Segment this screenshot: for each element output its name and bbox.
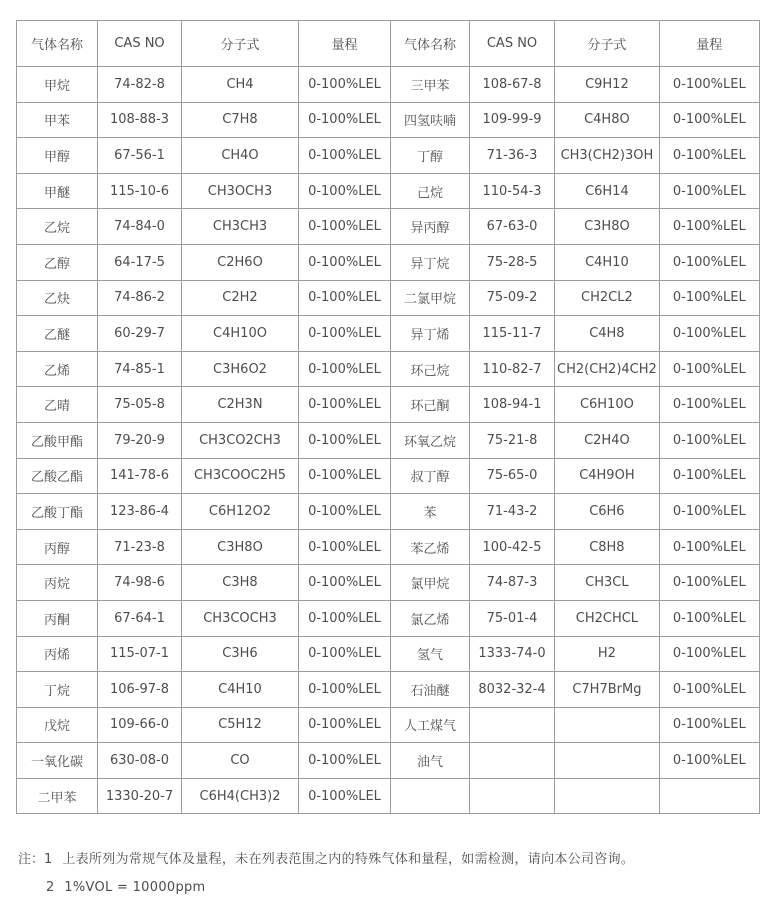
table-cell: 0-100%LEL bbox=[299, 244, 391, 280]
table-cell: C7H7BrMg bbox=[555, 672, 660, 708]
table-cell: 74-86-2 bbox=[98, 280, 182, 316]
table-cell: C2H6O bbox=[182, 244, 299, 280]
table-row bbox=[17, 458, 760, 494]
table-cell: 丁烷 bbox=[17, 672, 98, 708]
table-cell: 75-21-8 bbox=[470, 422, 555, 458]
table-row bbox=[17, 422, 760, 458]
table-cell: C4H10 bbox=[555, 244, 660, 280]
table-cell: 0-100%LEL bbox=[659, 672, 759, 708]
table-cell: 71-36-3 bbox=[470, 138, 555, 174]
table-cell: 64-17-5 bbox=[98, 244, 182, 280]
table-cell: 人工煤气 bbox=[391, 707, 470, 743]
table-row bbox=[17, 743, 760, 779]
table-cell: 乙炔 bbox=[17, 280, 98, 316]
table-cell: C3H8 bbox=[182, 565, 299, 601]
table-cell: 0-100%LEL bbox=[299, 209, 391, 245]
table-cell: 三甲苯 bbox=[391, 67, 470, 103]
table-cell: C5H12 bbox=[182, 707, 299, 743]
table-cell: 环己烷 bbox=[391, 351, 470, 387]
table-cell: 丙醇 bbox=[17, 529, 98, 565]
table-cell: 氯乙烯 bbox=[391, 600, 470, 636]
table-cell: 乙酸丁酯 bbox=[17, 494, 98, 530]
table-row bbox=[17, 351, 760, 387]
table-cell: 0-100%LEL bbox=[659, 565, 759, 601]
table-cell: 异丁烯 bbox=[391, 316, 470, 352]
table-row bbox=[17, 565, 760, 601]
gas-table bbox=[16, 20, 760, 814]
table-cell: H2 bbox=[555, 636, 660, 672]
table-cell: 苯 bbox=[391, 494, 470, 530]
table-cell: 二甲苯 bbox=[17, 778, 98, 814]
table-cell: 0-100%LEL bbox=[299, 173, 391, 209]
table-cell: 0-100%LEL bbox=[299, 316, 391, 352]
table-cell: 氢气 bbox=[391, 636, 470, 672]
table-header-row bbox=[17, 21, 760, 67]
table-cell: 630-08-0 bbox=[98, 743, 182, 779]
table-cell: 109-99-9 bbox=[470, 102, 555, 138]
table-cell: C2H3N bbox=[182, 387, 299, 423]
table-cell: 0-100%LEL bbox=[659, 707, 759, 743]
table-cell: 0-100%LEL bbox=[299, 422, 391, 458]
table-cell: 0-100%LEL bbox=[299, 672, 391, 708]
table-cell: 戊烷 bbox=[17, 707, 98, 743]
table-cell: 0-100%LEL bbox=[299, 280, 391, 316]
table-cell: 60-29-7 bbox=[98, 316, 182, 352]
table-cell: 71-23-8 bbox=[98, 529, 182, 565]
table-row bbox=[17, 209, 760, 245]
table-cell: 0-100%LEL bbox=[299, 351, 391, 387]
table-cell: 0-100%LEL bbox=[299, 743, 391, 779]
table-cell: 0-100%LEL bbox=[659, 138, 759, 174]
table-cell: 四氢呋喃 bbox=[391, 102, 470, 138]
table-cell: 甲醇 bbox=[17, 138, 98, 174]
table-cell: 71-43-2 bbox=[470, 494, 555, 530]
table-cell: 氯甲烷 bbox=[391, 565, 470, 601]
table-cell: C4H10O bbox=[182, 316, 299, 352]
column-header-range-right: 量程 bbox=[659, 21, 759, 67]
table-cell: C6H12O2 bbox=[182, 494, 299, 530]
table-cell: 100-42-5 bbox=[470, 529, 555, 565]
note-2-text: 1%VOL = 10000ppm bbox=[64, 880, 206, 895]
table-cell: 己烷 bbox=[391, 173, 470, 209]
column-header-formula-right: 分子式 bbox=[555, 21, 660, 67]
table-cell: 叔丁醇 bbox=[391, 458, 470, 494]
table-row bbox=[17, 529, 760, 565]
table-cell: 丁醇 bbox=[391, 138, 470, 174]
table-cell: 8032-32-4 bbox=[470, 672, 555, 708]
table-cell: 75-05-8 bbox=[98, 387, 182, 423]
table-cell: 1330-20-7 bbox=[98, 778, 182, 814]
table-row bbox=[17, 707, 760, 743]
column-header-formula-left: 分子式 bbox=[182, 21, 299, 67]
table-cell: C4H10 bbox=[182, 672, 299, 708]
table-cell: 0-100%LEL bbox=[659, 529, 759, 565]
table-row bbox=[17, 173, 760, 209]
table-cell: 0-100%LEL bbox=[659, 743, 759, 779]
table-cell: 0-100%LEL bbox=[659, 351, 759, 387]
table-cell: 74-85-1 bbox=[98, 351, 182, 387]
table-cell: C3H8O bbox=[182, 529, 299, 565]
table-cell: 甲烷 bbox=[17, 67, 98, 103]
note-2-label: 2 bbox=[46, 880, 55, 895]
table-cell: 79-20-9 bbox=[98, 422, 182, 458]
table-cell: 丙烯 bbox=[17, 636, 98, 672]
table-cell: 0-100%LEL bbox=[659, 636, 759, 672]
table-cell: C6H4(CH3)2 bbox=[182, 778, 299, 814]
table-cell: C3H8O bbox=[555, 209, 660, 245]
table-cell: 75-01-4 bbox=[470, 600, 555, 636]
table-cell: C2H2 bbox=[182, 280, 299, 316]
table-cell: 丙酮 bbox=[17, 600, 98, 636]
table-cell: 丙烷 bbox=[17, 565, 98, 601]
table-cell: CH2(CH2)4CH2 bbox=[555, 351, 660, 387]
table-row bbox=[17, 280, 760, 316]
table-cell: 0-100%LEL bbox=[299, 600, 391, 636]
table-cell: 0-100%LEL bbox=[299, 636, 391, 672]
note-line-1 bbox=[18, 848, 634, 867]
table-cell: 0-100%LEL bbox=[659, 173, 759, 209]
table-cell: C4H9OH bbox=[555, 458, 660, 494]
table-cell: 0-100%LEL bbox=[299, 565, 391, 601]
table-cell: C4H8 bbox=[555, 316, 660, 352]
table-cell: 67-56-1 bbox=[98, 138, 182, 174]
table-cell: 106-97-8 bbox=[98, 672, 182, 708]
note-line-2 bbox=[18, 880, 634, 895]
table-row bbox=[17, 102, 760, 138]
table-cell: 110-54-3 bbox=[470, 173, 555, 209]
table-cell: 108-88-3 bbox=[98, 102, 182, 138]
table-cell: 油气 bbox=[391, 743, 470, 779]
table-cell: 109-66-0 bbox=[98, 707, 182, 743]
table-row bbox=[17, 600, 760, 636]
column-header-cas-no-right: CAS NO bbox=[470, 21, 555, 67]
table-cell: 0-100%LEL bbox=[659, 387, 759, 423]
table-row bbox=[17, 636, 760, 672]
table-cell: 115-07-1 bbox=[98, 636, 182, 672]
table-cell: 0-100%LEL bbox=[659, 458, 759, 494]
table-cell: 141-78-6 bbox=[98, 458, 182, 494]
table-cell: C4H8O bbox=[555, 102, 660, 138]
table-cell: 123-86-4 bbox=[98, 494, 182, 530]
table-cell: 二氯甲烷 bbox=[391, 280, 470, 316]
table-cell: CH3OCH3 bbox=[182, 173, 299, 209]
table-cell: 110-82-7 bbox=[470, 351, 555, 387]
table-cell bbox=[470, 743, 555, 779]
table-cell: 0-100%LEL bbox=[299, 778, 391, 814]
table-cell bbox=[659, 778, 759, 814]
column-header-range-left: 量程 bbox=[299, 21, 391, 67]
table-cell: CO bbox=[182, 743, 299, 779]
table-cell: 74-87-3 bbox=[470, 565, 555, 601]
table-cell: C6H14 bbox=[555, 173, 660, 209]
table-cell: 108-67-8 bbox=[470, 67, 555, 103]
table-cell: 115-10-6 bbox=[98, 173, 182, 209]
table-cell: 0-100%LEL bbox=[659, 102, 759, 138]
table-cell: 乙酸甲酯 bbox=[17, 422, 98, 458]
table-cell: 0-100%LEL bbox=[299, 494, 391, 530]
table-cell: CH4 bbox=[182, 67, 299, 103]
table-cell: CH3CO2CH3 bbox=[182, 422, 299, 458]
table-cell: C7H8 bbox=[182, 102, 299, 138]
table-cell: 0-100%LEL bbox=[299, 387, 391, 423]
table-cell: C3H6O2 bbox=[182, 351, 299, 387]
table-cell bbox=[555, 707, 660, 743]
table-cell: 乙醚 bbox=[17, 316, 98, 352]
table-cell: CH2CL2 bbox=[555, 280, 660, 316]
table-cell bbox=[391, 778, 470, 814]
table-cell: 环己酮 bbox=[391, 387, 470, 423]
table-cell: 乙酸乙酯 bbox=[17, 458, 98, 494]
table-cell: 0-100%LEL bbox=[659, 422, 759, 458]
table-cell: 74-98-6 bbox=[98, 565, 182, 601]
table-cell: 环氧乙烷 bbox=[391, 422, 470, 458]
table-cell: 0-100%LEL bbox=[299, 138, 391, 174]
table-cell: C6H10O bbox=[555, 387, 660, 423]
table-row bbox=[17, 672, 760, 708]
table-cell: 75-28-5 bbox=[470, 244, 555, 280]
note-1-text: 上表所列为常规气体及量程，未在列表范围之内的特殊气体和量程，如需检测，请向本公司咨询。 bbox=[62, 852, 635, 867]
table-cell: 异丁烷 bbox=[391, 244, 470, 280]
column-header-gas-name-left: 气体名称 bbox=[17, 21, 98, 67]
table-cell: C6H6 bbox=[555, 494, 660, 530]
table-cell: 0-100%LEL bbox=[299, 67, 391, 103]
table-cell: CH4O bbox=[182, 138, 299, 174]
table-cell: 0-100%LEL bbox=[659, 244, 759, 280]
table-cell: 乙晴 bbox=[17, 387, 98, 423]
table-cell: 甲苯 bbox=[17, 102, 98, 138]
table-cell: 0-100%LEL bbox=[659, 209, 759, 245]
gas-table-body bbox=[17, 67, 760, 814]
table-cell: C9H12 bbox=[555, 67, 660, 103]
table-cell: 0-100%LEL bbox=[659, 316, 759, 352]
table-cell: 0-100%LEL bbox=[659, 280, 759, 316]
table-cell: C3H6 bbox=[182, 636, 299, 672]
table-cell: CH2CHCL bbox=[555, 600, 660, 636]
table-cell: CH3CH3 bbox=[182, 209, 299, 245]
table-cell bbox=[555, 778, 660, 814]
table-row bbox=[17, 387, 760, 423]
table-cell: 一氧化碳 bbox=[17, 743, 98, 779]
table-cell: CH3CL bbox=[555, 565, 660, 601]
table-cell bbox=[470, 707, 555, 743]
table-cell: 0-100%LEL bbox=[659, 494, 759, 530]
table-cell: 67-63-0 bbox=[470, 209, 555, 245]
table-cell: 115-11-7 bbox=[470, 316, 555, 352]
table-row bbox=[17, 494, 760, 530]
table-cell: 75-09-2 bbox=[470, 280, 555, 316]
table-cell bbox=[555, 743, 660, 779]
table-row bbox=[17, 138, 760, 174]
table-cell: CH3COCH3 bbox=[182, 600, 299, 636]
table-cell: 74-82-8 bbox=[98, 67, 182, 103]
table-cell: 1333-74-0 bbox=[470, 636, 555, 672]
table-row bbox=[17, 244, 760, 280]
table-cell: 0-100%LEL bbox=[299, 458, 391, 494]
table-row bbox=[17, 67, 760, 103]
table-cell: CH3(CH2)3OH bbox=[555, 138, 660, 174]
column-header-cas-no-left: CAS NO bbox=[98, 21, 182, 67]
table-cell: 苯乙烯 bbox=[391, 529, 470, 565]
table-cell: 甲醚 bbox=[17, 173, 98, 209]
table-cell: 0-100%LEL bbox=[659, 67, 759, 103]
table-cell: 108-94-1 bbox=[470, 387, 555, 423]
table-cell: C2H4O bbox=[555, 422, 660, 458]
table-row bbox=[17, 778, 760, 814]
table-cell: 67-64-1 bbox=[98, 600, 182, 636]
table-cell: CH3COOC2H5 bbox=[182, 458, 299, 494]
table-cell: C8H8 bbox=[555, 529, 660, 565]
table-cell: 乙醇 bbox=[17, 244, 98, 280]
table-cell: 0-100%LEL bbox=[299, 529, 391, 565]
table-row bbox=[17, 316, 760, 352]
table-cell: 石油醚 bbox=[391, 672, 470, 708]
table-cell: 乙烯 bbox=[17, 351, 98, 387]
table-cell: 0-100%LEL bbox=[299, 707, 391, 743]
note-1-label: 注：1 bbox=[18, 852, 53, 867]
table-cell: 异丙醇 bbox=[391, 209, 470, 245]
column-header-gas-name-right: 气体名称 bbox=[391, 21, 470, 67]
table-cell: 74-84-0 bbox=[98, 209, 182, 245]
notes-section bbox=[18, 848, 634, 908]
table-cell: 0-100%LEL bbox=[659, 600, 759, 636]
table-cell: 乙烷 bbox=[17, 209, 98, 245]
table-cell: 75-65-0 bbox=[470, 458, 555, 494]
table-cell: 0-100%LEL bbox=[299, 102, 391, 138]
table-cell bbox=[470, 778, 555, 814]
